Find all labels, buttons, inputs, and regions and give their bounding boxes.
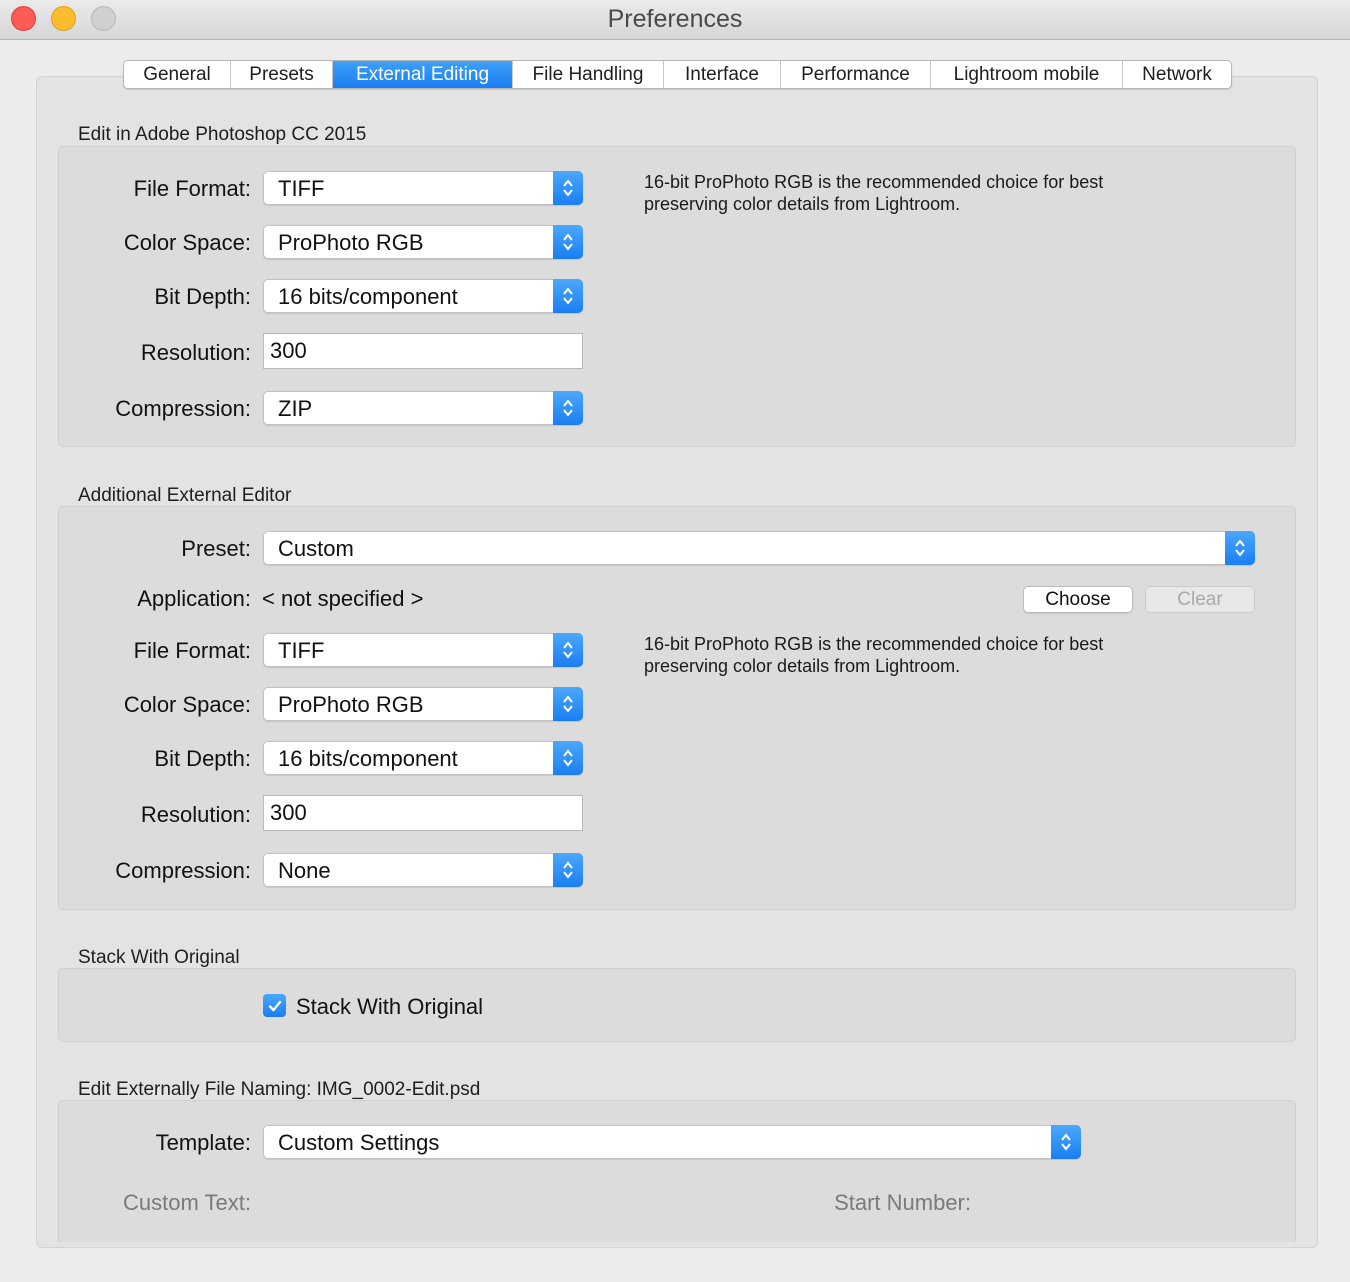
ps-bit-depth-value: 16 bits/component [278,284,458,309]
ae-compression-select[interactable] [263,853,583,887]
ae-hint-text [644,633,1103,677]
tab-performance[interactable]: Performance [781,61,931,88]
ps-file-format-select[interactable] [263,171,583,205]
ps-resolution-label: Resolution: [140,340,251,365]
start-number-label: Start Number: [834,1190,971,1215]
updown-arrows-icon [553,633,583,667]
ps-file-format-label: File Format: [133,176,251,201]
tab-presets[interactable]: Presets [231,61,333,88]
choose-button[interactable]: Choose [1023,586,1133,613]
ae-hint-line1: 16-bit ProPhoto RGB is the recommended choice for best [644,634,1104,654]
ae-resolution-label: Resolution: [140,802,251,827]
photoshop-section-title: Edit in Adobe Photoshop CC 2015 [78,124,367,145]
ps-file-format-value: TIFF [278,176,325,201]
preset-label: Preset: [181,536,251,561]
updown-arrows-icon [553,171,583,205]
additional-editor-section-title: Additional External Editor [78,485,292,506]
ae-hint-line2: preserving color details from Lightroom. [644,656,961,676]
stack-with-original-checkbox[interactable] [263,994,286,1017]
updown-arrows-icon [553,225,583,259]
stack-box [58,968,1296,1042]
updown-arrows-icon [553,741,583,775]
ps-compression-value: ZIP [278,396,313,421]
updown-arrows-icon [1051,1125,1081,1159]
application-value: < not specified > [262,586,424,611]
template-label: Template: [155,1130,251,1155]
ps-bit-depth-select[interactable] [263,279,583,313]
ae-resolution-input[interactable]: 300 [263,795,583,831]
tab-bar [123,60,1232,89]
application-label: Application: [137,586,251,611]
ps-resolution-input[interactable]: 300 [263,333,583,369]
tab-network[interactable]: Network [1123,61,1231,88]
tab-file-handling[interactable]: File Handling [513,61,664,88]
naming-section-title: Edit Externally File Naming: IMG_0002-Edit.psd [78,1079,481,1100]
ps-compression-label: Compression: [115,396,251,421]
ae-compression-label: Compression: [115,858,251,883]
updown-arrows-icon [553,853,583,887]
stack-section-title: Stack With Original [78,947,240,968]
updown-arrows-icon [553,687,583,721]
ae-bit-depth-value: 16 bits/component [278,746,458,771]
updown-arrows-icon [1225,531,1255,565]
updown-arrows-icon [553,391,583,425]
updown-arrows-icon [553,279,583,313]
title-bar [0,0,1350,40]
template-select[interactable] [263,1125,1081,1159]
ps-bit-depth-label: Bit Depth: [154,284,251,309]
checkmark-icon [267,998,283,1014]
ps-compression-select[interactable] [263,391,583,425]
ae-bit-depth-label: Bit Depth: [154,746,251,771]
template-value: Custom Settings [278,1130,440,1155]
window-title: Preferences [607,5,743,33]
preset-select[interactable] [263,531,1255,565]
preset-value: Custom [278,536,354,561]
ae-color-space-select[interactable] [263,687,583,721]
ae-color-space-value: ProPhoto RGB [278,692,424,717]
ae-compression-value: None [278,858,331,883]
ae-file-format-select[interactable] [263,633,583,667]
ae-bit-depth-select[interactable] [263,741,583,775]
ae-file-format-value: TIFF [278,638,325,663]
clear-button[interactable]: Clear [1145,586,1255,613]
tab-interface[interactable]: Interface [664,61,781,88]
ps-hint-line2: preserving color details from Lightroom. [644,194,961,214]
stack-with-original-label[interactable]: Stack With Original [296,994,484,1019]
ps-color-space-label: Color Space: [123,230,251,255]
tab-general[interactable]: General [124,61,231,88]
ae-file-format-label: File Format: [133,638,251,663]
ps-hint-text [644,171,1103,215]
ae-color-space-label: Color Space: [123,692,251,717]
tab-lightroom-mobile[interactable]: Lightroom mobile [931,61,1123,88]
ps-color-space-value: ProPhoto RGB [278,230,424,255]
tab-external-editing[interactable]: External Editing [333,61,513,88]
ps-hint-line1: 16-bit ProPhoto RGB is the recommended choice for best [644,172,1104,192]
ps-color-space-select[interactable] [263,225,583,259]
naming-box [58,1100,1296,1242]
custom-text-label: Custom Text: [123,1190,251,1215]
